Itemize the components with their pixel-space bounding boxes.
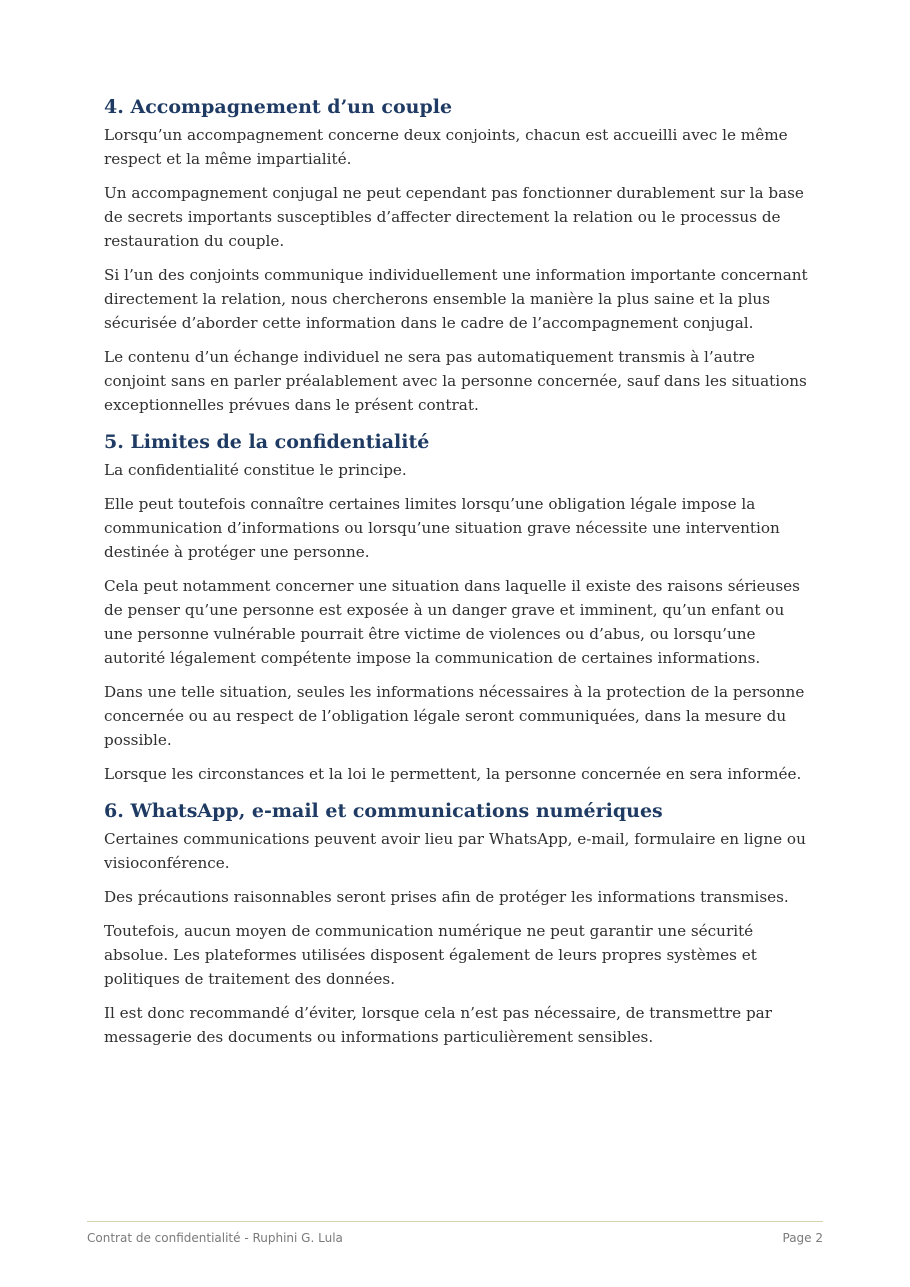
document-body [104, 94, 816, 1049]
paragraph: Elle peut toutefois connaître certaines limites lorsqu’une obligation légale impose la communication d’informations ou lorsqu’une situation grave nécessite une intervention destinée à protéger une personne. [104, 495, 780, 561]
footer-document-title: Contrat de confidentialité - Ruphini G. Lula [87, 1231, 343, 1245]
footer-page-number: Page 2 [782, 1231, 823, 1245]
section-limites [104, 429, 816, 786]
paragraph: Le contenu d’un échange individuel ne sera pas automatiquement transmis à l’autre conjoint sans en parler préalablement avec la personne concernée, sauf dans les situations exceptionnelles prévues dans le présent contrat. [104, 348, 807, 414]
paragraph: Un accompagnement conjugal ne peut cependant pas fonctionner durablement sur la base de secrets importants susceptibles d’affecter directement la relation ou le processus de restauration du couple. [104, 184, 804, 250]
paragraph: Cela peut notamment concerner une situation dans laquelle il existe des raisons sérieuses de penser qu’une personne est exposée à un danger grave et imminent, qu’un enfant ou une personne vulnérable pourrait être victime de violences ou d’abus, ou lorsqu’une autorité légalement compétente impose la communication de certaines informations. [104, 577, 800, 667]
section-couple [104, 94, 816, 417]
paragraph: Dans une telle situation, seules les informations nécessaires à la protection de la personne concernée ou au respect de l’obligation légale seront communiquées, dans la mesure du possible. [104, 683, 805, 749]
paragraph: Toutefois, aucun moyen de communication numérique ne peut garantir une sécurité absolue. Les plateformes utilisées disposent également de leurs propres systèmes et politiques de traitement des données. [104, 922, 757, 988]
paragraph: Lorsque les circonstances et la loi le permettent, la personne concernée en sera informée. [104, 765, 802, 783]
paragraph: Certaines communications peuvent avoir lieu par WhatsApp, e-mail, formulaire en ligne ou visioconférence. [104, 830, 806, 872]
section-heading: 6. WhatsApp, e-mail et communications numériques [104, 800, 663, 822]
paragraph: Lorsqu’un accompagnement concerne deux conjoints, chacun est accueilli avec le même respect et la même impartialité. [104, 126, 788, 168]
section-heading: 5. Limites de la confidentialité [104, 431, 430, 453]
footer-divider [87, 1221, 823, 1222]
paragraph: Si l’un des conjoints communique individuellement une information importante concernant directement la relation, nous chercherons ensemble la manière la plus saine et la plus sécurisée d’aborder cette information dans le cadre de l’accompagnement conjugal. [104, 266, 808, 332]
section-communications [104, 798, 816, 1049]
paragraph: Des précautions raisonnables seront prises afin de protéger les informations transmises. [104, 888, 789, 906]
paragraph: Il est donc recommandé d’éviter, lorsque cela n’est pas nécessaire, de transmettre par messagerie des documents ou informations particulièrement sensibles. [104, 1004, 772, 1046]
section-heading: 4. Accompagnement d’un couple [104, 96, 453, 118]
paragraph: La confidentialité constitue le principe. [104, 461, 407, 479]
